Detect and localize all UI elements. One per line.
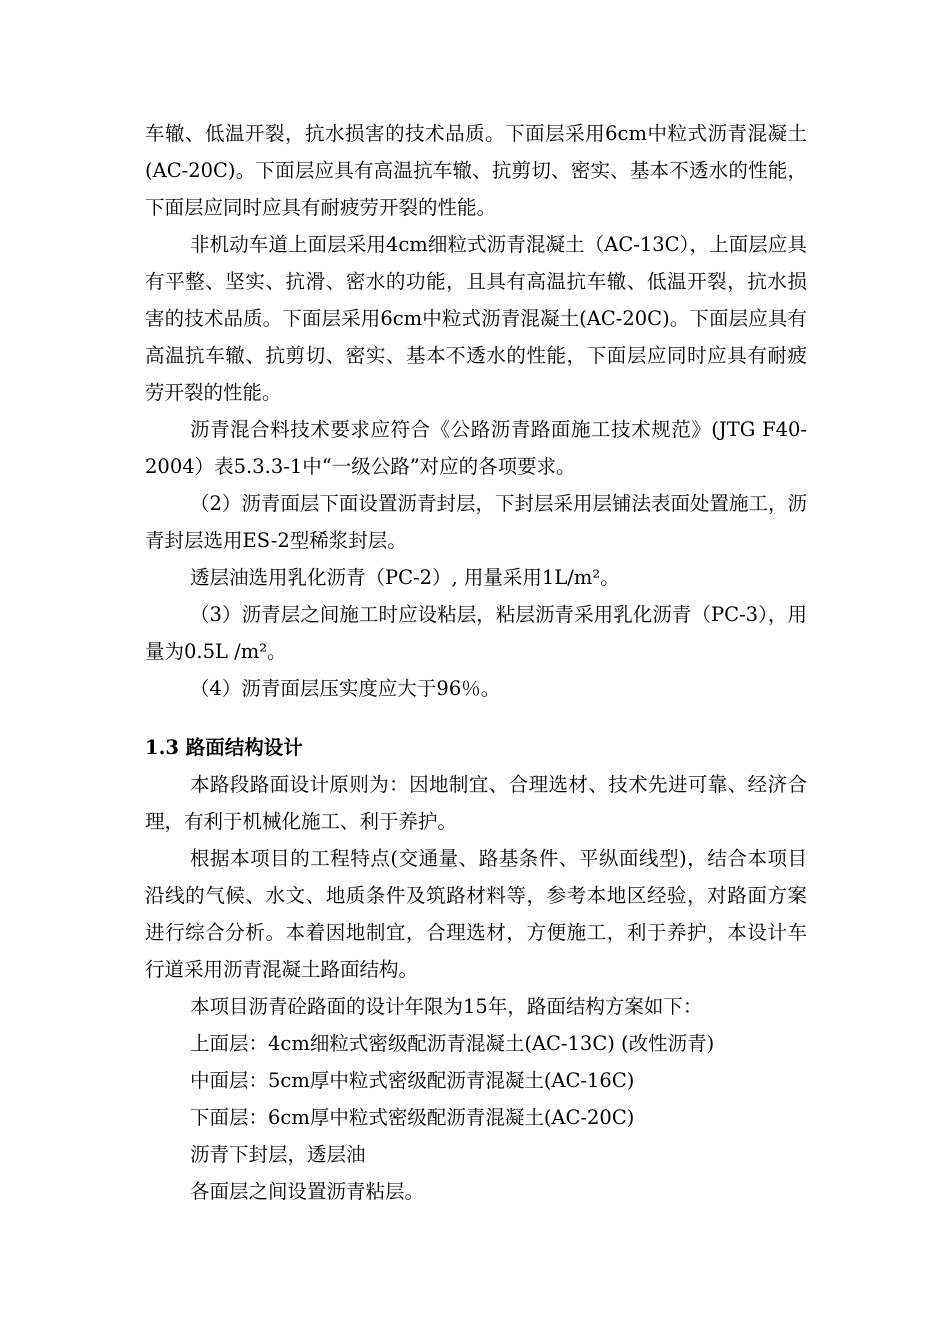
structure-lower-layer: 下面层：6cm厚中粒式密级配沥青混凝土(AC-20C) — [190, 1106, 635, 1129]
paragraph-lower-layer-continued: 车辙、低温开裂，抗水损害的技术品质。下面层采用6cm中粒式沥青混凝土(AC-20C)。下面层应具有高温抗车辙、抗剪切、密实、基本不透水的性能，下面层应同时应具有耐疲劳开裂的性能。 — [145, 122, 807, 219]
structure-tack-coat: 各面层之间设置沥青粘层。 — [190, 1180, 425, 1203]
paragraph-compaction: （4）沥青面层压实度应大于96％。 — [190, 677, 501, 700]
paragraph-design-life: 本项目沥青砼路面的设计年限为15年，路面结构方案如下： — [190, 995, 703, 1018]
document-page — [145, 115, 807, 1210]
structure-upper-layer: 上面层：4cm细粒式密级配沥青混凝土(AC-13C) (改性沥青) — [190, 1032, 715, 1055]
section-heading: 1.3 路面结构设计 — [145, 736, 303, 759]
paragraph-non-motor-lane: 非机动车道上面层采用4cm细粒式沥青混凝土（AC-13C），上面层应具有平整、坚实、抗滑、密水的功能，且具有高温抗车辙、低温开裂，抗水损害的技术品质。下面层采用6cm中粒式沥青混凝土(AC-20C)。下面层应具有高温抗车辙、抗剪切、密实、基本不透水的性能，下面层应同时应具有耐疲劳开裂的性能。 — [145, 233, 807, 404]
structure-middle-layer: 中面层：5cm厚中粒式密级配沥青混凝土(AC-16C) — [190, 1069, 635, 1092]
paragraph-prime-coat: 透层油选用乳化沥青（PC-2）, 用量采用1L/m²。 — [190, 566, 620, 589]
paragraph-mix-requirements: 沥青混合料技术要求应符合《公路沥青路面施工技术规范》(JTG F40-2004）表5.3.3-1中“一级公路”对应的各项要求。 — [145, 418, 807, 478]
paragraph-seal-layer: （2）沥青面层下面设置沥青封层，下封层采用层铺法表面处置施工，沥青封层选用ES-2型稀浆封层。 — [145, 492, 807, 552]
structure-seal-prime: 沥青下封层，透层油 — [190, 1143, 366, 1166]
paragraph-design-principle: 本路段路面设计原则为：因地制宜、合理选材、技术先进可靠、经济合理，有利于机械化施工、利于养护。 — [145, 773, 807, 833]
paragraph-tack-coat: （3）沥青层之间施工时应设粘层，粘层沥青采用乳化沥青（PC-3），用量为0.5L /m²。 — [145, 603, 807, 663]
paragraph-project-analysis: 根据本项目的工程特点(交通量、路基条件、平纵面线型)，结合本项目沿线的气候、水文、地质条件及筑路材料等，参考本地区经验，对路面方案进行综合分析。本着因地制宜，合理选材，方便施工，利于养护，本设计车行道采用沥青混凝土路面结构。 — [145, 847, 807, 981]
